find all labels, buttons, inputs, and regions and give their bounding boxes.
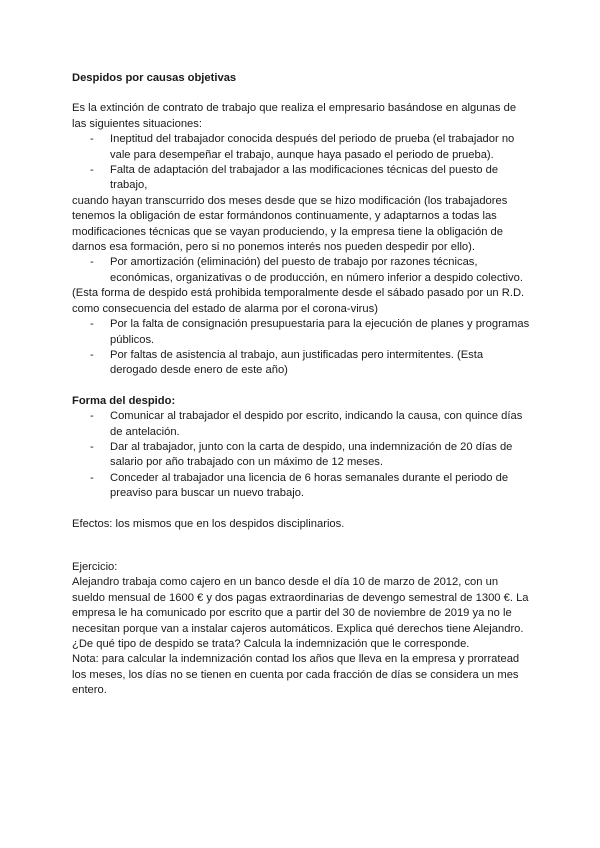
dash-bullet: - [90, 348, 94, 361]
dash-bullet: - [90, 410, 94, 423]
dash-bullet: - [90, 440, 94, 453]
list-item-text: Conceder al trabajador una licencia de 6 horas semanales durante el periodo de preaviso para buscar un nuevo trabajo. [110, 471, 509, 500]
dash-bullet: - [90, 164, 94, 177]
list-item [72, 471, 532, 502]
effects-paragraph: Efectos: los mismos que en los despidos disciplinarios. [72, 517, 345, 530]
section-title-objective-dismissal: Despidos por causas objetivas [72, 72, 237, 84]
list-item [72, 163, 532, 194]
dash-bullet: - [90, 133, 94, 146]
list-item-text: Comunicar al trabajador el despido por escrito, indicando la causa, con quince días de antelación. [110, 410, 523, 438]
list-item [72, 317, 532, 348]
document-page [72, 71, 532, 699]
list-item [72, 440, 532, 471]
list-item [72, 348, 532, 379]
note-adaptacion: cuando hayan transcurrido dos meses desde que se hizo modificación (los trabajadores tenemos la obligación de estar formándonos continuamente, y adaptarnos a todas las modificaciones técnicas que se vayan produciendo, y la empresa tiene la obligación de darnos esa formación, pero si no ponemos interés nos pueden despedir por ello). [72, 194, 508, 254]
list-item [72, 132, 532, 163]
dash-bullet: - [90, 471, 94, 484]
list-item-text: Dar al trabajador, junto con la carta de despido, una indemnización de 20 días de salario por año trabajado con un máximo de 12 meses. [110, 440, 513, 469]
exercise-note: Nota: para calcular la indemnización contad los años que lleva en la empresa y prorratead los meses, los días no se tienen en cuenta por cada fracción de días se considera un mes entero. [72, 653, 520, 697]
list-item-text: Por amortización (eliminación) del puesto de trabajo por razones técnicas, económicas, organizativas o de producción, en número inferior a despido colectivo. [110, 256, 523, 284]
list-item [72, 409, 532, 440]
note-amortizacion: (Esta forma de despido está prohibida temporalmente desde el sábado pasado por un R.D. como consecuencia del estado de alarma por el corona-virus) [72, 287, 525, 315]
dash-bullet: - [90, 256, 94, 269]
list-item [72, 255, 532, 286]
dash-bullet: - [90, 318, 94, 331]
list-item-text: Ineptitud del trabajador conocida después del periodo de prueba (el trabajador no vale para desempeñar el trabajo, aunque haya pasado el periodo de prueba). [110, 133, 515, 161]
list-item-text: Falta de adaptación del trabajador a las modificaciones técnicas del puesto de trabajo, [110, 164, 499, 192]
exercise-text: Alejandro trabaja como cajero en un banco desde el día 10 de marzo de 2012, con un sueldo mensual de 1600 € y dos pagas extraordinarias de devengo semestral de 1300 €. La empresa le ha comunicado por escrito que a partir del 30 de noviembre de 2019 ya no le necesitan porque van a instalar cajeros automáticos. Explica qué derechos tiene Alejandro. [72, 576, 529, 635]
intro-paragraph: Es la extinción de contrato de trabajo que realiza el empresario basándose en algunas de las siguientes situaciones: [72, 102, 517, 130]
list-item-text: Por faltas de asistencia al trabajo, aun justificadas pero intermitentes. (Esta derogado desde enero de este año) [110, 348, 484, 377]
exercise-label: Ejercicio: [72, 560, 118, 573]
list-item-text: Por la falta de consignación presupuestaria para la ejecución de planes y programas públicos. [110, 318, 530, 346]
section-title-dismissal-form: Forma del despido: [72, 394, 176, 407]
exercise-question: ¿De qué tipo de despido se trata? Calcula la indemnización que le corresponde. [72, 638, 470, 650]
